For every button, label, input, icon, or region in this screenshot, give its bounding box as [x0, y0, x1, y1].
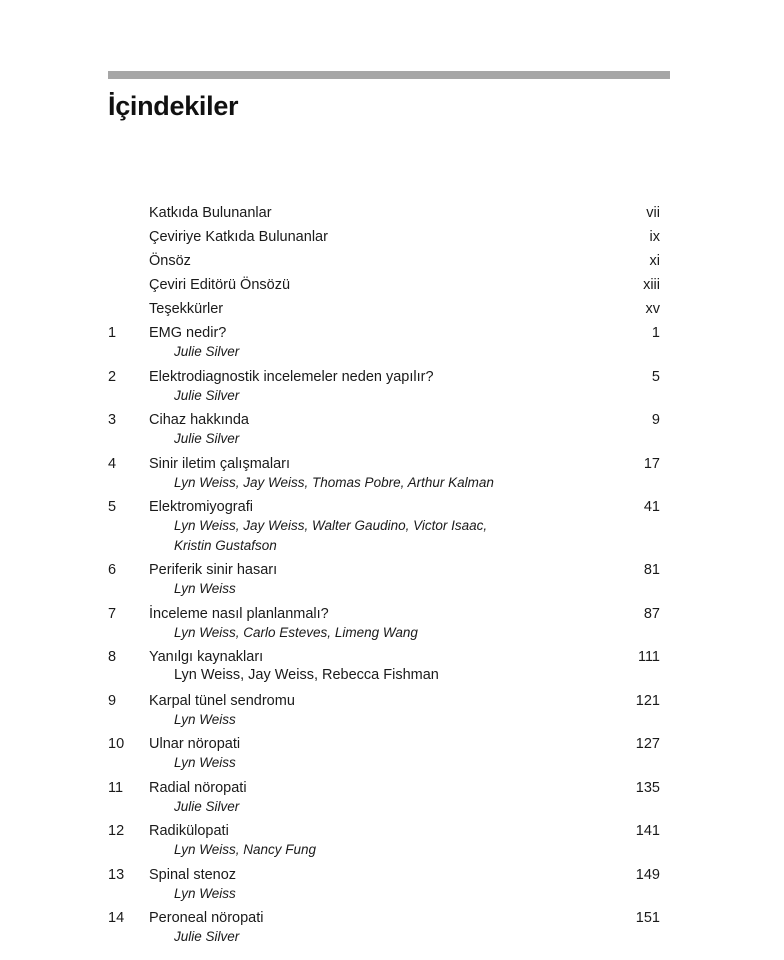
- toc-chapter-11[interactable]: [0, 776, 784, 820]
- toc-entry-page: xiii: [643, 277, 660, 293]
- chapter-authors: Julie Silver: [174, 929, 240, 944]
- chapter-title: Ulnar nöropati: [149, 736, 241, 752]
- chapter-authors: Lyn Weiss, Carlo Esteves, Limeng Wang: [174, 624, 418, 640]
- chapter-number: 4: [108, 455, 117, 472]
- chapter-authors: Lyn Weiss, Nancy Fung: [174, 842, 317, 857]
- chapter-number: 10: [108, 736, 125, 752]
- chapter-title: Radial nöropati: [149, 779, 247, 796]
- toc-entry-page: ix: [649, 229, 660, 245]
- chapter-page: 81: [643, 562, 660, 578]
- chapter-number: 14: [108, 910, 125, 926]
- toc-entry-title: Teşekkürler: [149, 301, 224, 317]
- chapter-authors-continued: Kristin Gustafson: [174, 537, 277, 553]
- toc-chapter-2[interactable]: [0, 365, 784, 409]
- toc-entry-page: xi: [649, 253, 660, 269]
- chapter-number: 7: [108, 605, 117, 622]
- toc-chapter-10[interactable]: [0, 732, 784, 776]
- chapter-authors: Lyn Weiss: [174, 885, 236, 901]
- chapter-title: İnceleme nasıl planlanmalı?: [149, 605, 329, 622]
- chapter-title: Spinal stenoz: [149, 866, 237, 883]
- chapter-authors: Lyn Weiss, Jay Weiss, Thomas Pobre, Arthur Kalman: [174, 474, 494, 490]
- toc-entry-translation-editor-foreword[interactable]: [0, 273, 784, 297]
- chapter-number: 8: [108, 649, 117, 665]
- chapter-authors: Julie Silver: [174, 798, 240, 814]
- toc-chapter-4[interactable]: [0, 452, 784, 496]
- chapter-title: Elektromiyografi: [149, 499, 253, 515]
- chapter-number: 9: [108, 692, 117, 709]
- chapter-page: 151: [635, 910, 660, 926]
- chapter-authors: Julie Silver: [174, 344, 240, 359]
- chapter-number: 11: [108, 779, 124, 796]
- chapter-number: 5: [108, 499, 117, 515]
- toc-entry-acknowledgements[interactable]: [0, 297, 784, 321]
- chapter-number: 3: [108, 412, 117, 428]
- chapter-number: 13: [108, 866, 125, 883]
- chapter-number: 1: [108, 325, 117, 341]
- chapter-page: 149: [635, 866, 660, 883]
- chapter-page: 87: [643, 605, 660, 622]
- toc-entry-contributors[interactable]: [0, 201, 784, 225]
- toc-entry-page: xv: [645, 301, 660, 317]
- chapter-authors: Lyn Weiss, Jay Weiss, Rebecca Fishman: [174, 667, 439, 683]
- toc-chapter-8[interactable]: [0, 645, 784, 689]
- chapter-authors: Lyn Weiss: [174, 581, 236, 596]
- chapter-page: 5: [651, 368, 660, 385]
- toc-chapter-9[interactable]: [0, 689, 784, 733]
- toc-entry-translation-contributors[interactable]: [0, 225, 784, 249]
- toc-chapter-3[interactable]: [0, 408, 784, 452]
- chapter-title: Karpal tünel sendromu: [149, 692, 295, 709]
- chapter-authors: Lyn Weiss: [174, 755, 236, 770]
- chapter-title: Peroneal nöropati: [149, 910, 264, 926]
- chapter-page: 135: [635, 779, 660, 796]
- toc-chapter-1[interactable]: [0, 321, 784, 365]
- toc-entry-title: Önsöz: [149, 253, 191, 269]
- toc-chapter-7[interactable]: [0, 602, 784, 646]
- chapter-title: Elektrodiagnostik incelemeler neden yapılır?: [149, 368, 434, 385]
- chapter-page: 1: [651, 325, 660, 341]
- chapter-page: 121: [635, 692, 660, 709]
- toc-chapter-13[interactable]: [0, 863, 784, 907]
- toc-chapter-14[interactable]: [0, 906, 784, 950]
- toc-entry-foreword[interactable]: [0, 249, 784, 273]
- chapter-authors: Lyn Weiss: [174, 711, 236, 727]
- chapter-page: 9: [651, 412, 660, 428]
- chapter-authors: Julie Silver: [174, 387, 240, 403]
- chapter-authors: Julie Silver: [174, 431, 240, 446]
- chapter-page: 41: [643, 499, 660, 515]
- chapter-title: EMG nedir?: [149, 325, 227, 341]
- page-title: İçindekiler: [108, 91, 239, 121]
- chapter-title: Cihaz hakkında: [149, 412, 249, 428]
- chapter-number: 6: [108, 562, 117, 578]
- chapter-authors: Lyn Weiss, Jay Weiss, Walter Gaudino, Victor Isaac,: [174, 518, 488, 533]
- chapter-page: 111: [637, 649, 660, 665]
- toc-entry-title: Katkıda Bulunanlar: [149, 205, 272, 221]
- chapter-number: 2: [108, 368, 117, 385]
- table-of-contents: [0, 201, 784, 950]
- chapter-page: 141: [635, 823, 660, 839]
- chapter-title: Periferik sinir hasarı: [149, 562, 278, 578]
- chapter-page: 17: [643, 455, 660, 472]
- toc-chapter-5[interactable]: [0, 495, 784, 558]
- chapter-title: Sinir iletim çalışmaları: [149, 455, 290, 472]
- toc-chapter-12[interactable]: [0, 819, 784, 863]
- chapter-page: 127: [635, 736, 660, 752]
- top-rule: [108, 71, 670, 79]
- toc-chapter-6[interactable]: [0, 558, 784, 602]
- chapter-number: 12: [108, 823, 125, 839]
- toc-entry-title: Çeviri Editörü Önsözü: [149, 277, 291, 293]
- chapter-title: Yanılgı kaynakları: [149, 649, 264, 665]
- chapter-title: Radikülopati: [149, 823, 229, 839]
- toc-entry-page: vii: [646, 205, 660, 221]
- toc-entry-title: Çeviriye Katkıda Bulunanlar: [149, 229, 328, 245]
